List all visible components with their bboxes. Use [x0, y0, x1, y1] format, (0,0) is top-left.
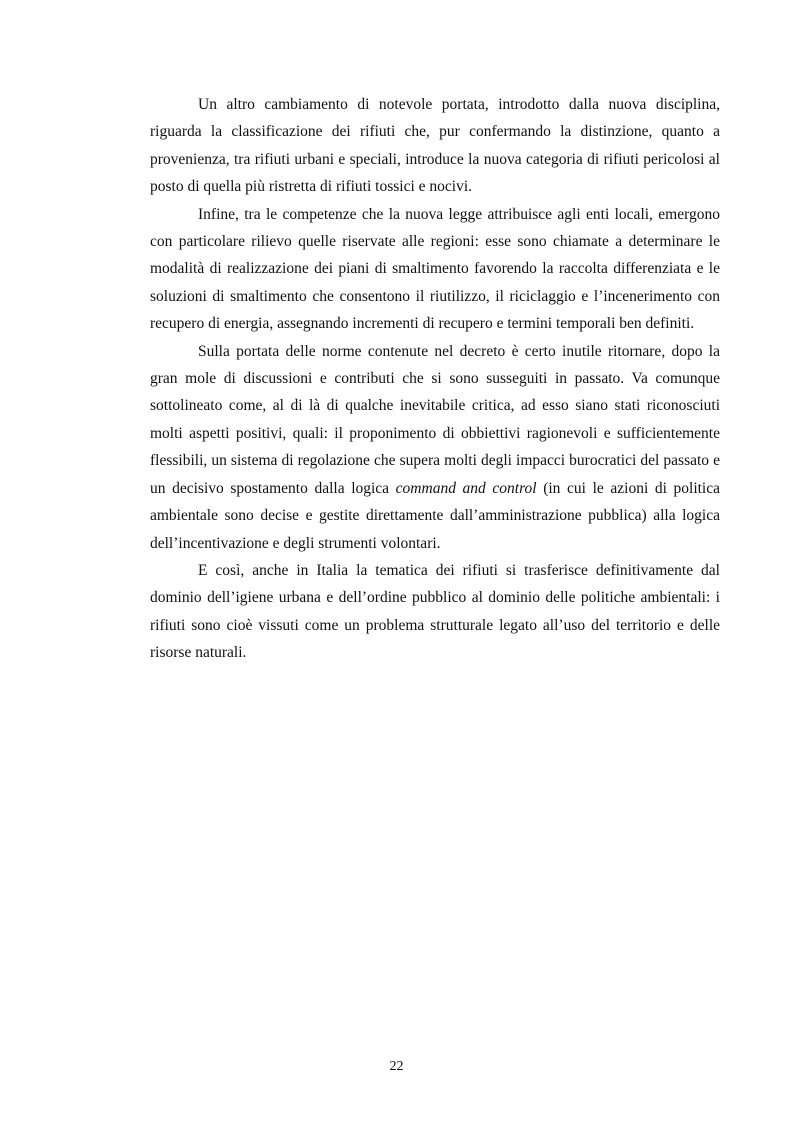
body-text: [150, 91, 720, 667]
paragraph-hazardous-waste: [150, 91, 720, 201]
paragraph-text: Sulla portata delle norme contenute nel decreto è certo inutile ritornare, dopo la gran mole di discussioni e contributi che si sono susseguiti in passato. Va comunque sottolineato come, al di là di qualche inevitabile critica, ad esso siano stati riconosciuti molti aspetti positivi, quali: il proponimento di obbiettivi ragionevoli e sufficientemente flessibili, un sistema di regolazione che supera molti degli impacci burocratici del passato e un decisivo spostamento dalla logica: [150, 342, 720, 497]
paragraph-emphasis: command and control: [395, 479, 537, 497]
paragraph-decree-norms: [150, 338, 720, 557]
paragraph-text: Un altro cambiamento di notevole portata, introdotto dalla nuova disciplina, riguarda la classificazione dei rifiuti che, pur confermando la distinzione, quanto a provenienza, tra rifiuti urbani e speciali, introduce la nuova categoria di rifiuti pericolosi al posto di quella più ristretta di rifiuti tossici e nocivi.: [150, 96, 720, 196]
paragraph-text: E così, anche in Italia la tematica dei rifiuti si trasferisce definitivamente dal dominio dell’igiene urbana e dell’ordine pubblico al dominio delle politiche ambientali: i rifiuti sono cioè vissuti come un problema strutturale legato all’uso del territorio e delle risorse naturali.: [150, 561, 720, 662]
paragraph-environmental-policy: [150, 557, 720, 667]
page-number: 22: [389, 1059, 404, 1074]
paragraph-regional-competences: [150, 201, 720, 338]
paragraph-text: Infine, tra le competenze che la nuova legge attribuisce agli enti locali, emergono con particolare rilievo quelle riservate alle regioni: esse sono chiamate a determinare le modalità di realizzazione dei piani di smaltimento favorendo la raccolta differenziata e le soluzioni di smaltimento che consentono il riutilizzo, il riciclaggio e l’incenerimento con recupero di energia, assegnando incrementi di recupero e termini temporali ben definiti.: [150, 205, 720, 333]
paragraph-text: (in cui le azioni di politica ambientale sono decise e gestite direttamente dall’amministrazione pubblica) alla logica dell’incentivazione e degli strumenti volontari.: [150, 479, 720, 552]
